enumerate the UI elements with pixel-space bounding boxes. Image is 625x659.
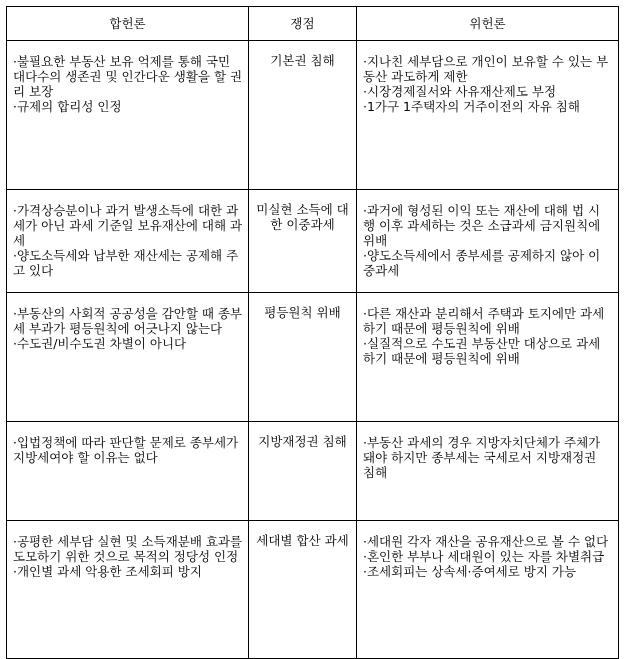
list-item: ·1가구 1주택자의 거주이전의 자유 침해 <box>363 99 580 114</box>
list-item: ·부동산의 사회적 공공성을 감안할 때 종부세 부과가 평등원칙에 어긋나지 않는다 <box>13 306 243 336</box>
comparison-table <box>6 6 619 659</box>
header-constitutional: 합헌론 <box>7 7 249 41</box>
list-item: ·과거에 형성된 이익 또는 재산에 대해 법 시행 이후 과세하는 것은 소급과세 금지원칙에 위배 <box>363 203 601 248</box>
constitutional-cell <box>7 521 249 659</box>
list-item: ·가격상승분이나 과거 발생소득에 대한 과세가 아닌 과세 기준일 보유재산에 대해 과세 <box>13 203 243 248</box>
header-issue: 쟁점 <box>249 7 357 41</box>
unconstitutional-cell <box>357 41 619 190</box>
table-row <box>7 521 619 659</box>
list-item: ·수도권/비수도권 차별이 아니다 <box>13 336 187 351</box>
unconstitutional-cell <box>357 190 619 293</box>
list-item: ·다른 재산과 분리해서 주택과 토지에만 과세하기 때문에 평등원칙에 위배 <box>363 306 605 336</box>
list-item: ·실질적으로 수도권 부동산만 대상으로 과세하기 때문에 평등원칙에 위배 <box>363 336 601 366</box>
list-item: ·불필요한 부동산 보유 억제를 통해 국민 대다수의 생존권 및 인간다운 생활을 할 권리 보장 <box>13 54 243 99</box>
list-item: ·공평한 세부담 실현 및 소득재분배 효과를 도모하기 위한 것으로 목적의 정당성 인정 <box>13 534 243 564</box>
list-item: ·지나친 세부담으로 개인이 보유할 수 있는 부동산 과도하게 제한 <box>363 54 609 84</box>
header-unconstitutional: 위헌론 <box>357 7 619 41</box>
list-item: ·개인별 과세 악용한 조세회피 방지 <box>13 564 202 579</box>
table-row <box>7 422 619 521</box>
constitutional-cell <box>7 422 249 521</box>
list-item: ·양도소득세와 납부한 재산세는 공제해 주고 있다 <box>13 248 239 278</box>
list-item: ·시장경제질서와 사유재산제도 부정 <box>363 84 557 99</box>
unconstitutional-cell <box>357 521 619 659</box>
issue-cell: 기본권 침해 <box>249 41 357 190</box>
list-item: ·부동산 과세의 경우 지방자치단체가 주체가 돼야 하지만 종부세는 국세로서 지방재정권 침해 <box>363 435 601 480</box>
constitutional-cell <box>7 41 249 190</box>
issue-cell: 평등원칙 위배 <box>249 293 357 422</box>
header-row <box>7 7 619 41</box>
list-item: ·입법정책에 따라 판단할 문제로 종부세가 지방세여야 할 이유는 없다 <box>13 435 239 465</box>
list-item: ·규제의 합리성 인정 <box>13 99 122 114</box>
list-item: ·조세회피는 상속세·증여세로 방지 가능 <box>363 564 577 579</box>
list-item: ·세대원 각자 재산을 공유재산으로 볼 수 없다 <box>363 534 609 549</box>
issue-cell: 지방재정권 침해 <box>249 422 357 521</box>
table-row <box>7 41 619 190</box>
unconstitutional-cell <box>357 422 619 521</box>
constitutional-cell <box>7 293 249 422</box>
issue-cell: 세대별 합산 과세 <box>249 521 357 659</box>
list-item: ·양도소득세에서 종부세를 공제하지 않아 이중과세 <box>363 248 601 278</box>
table-row <box>7 293 619 422</box>
list-item: ·혼인한 부부나 세대원이 있는 자를 차별취급 <box>363 549 605 564</box>
constitutional-cell <box>7 190 249 293</box>
issue-cell: 미실현 소득에 대한 이중과세 <box>249 190 357 293</box>
table-row <box>7 190 619 293</box>
unconstitutional-cell <box>357 293 619 422</box>
